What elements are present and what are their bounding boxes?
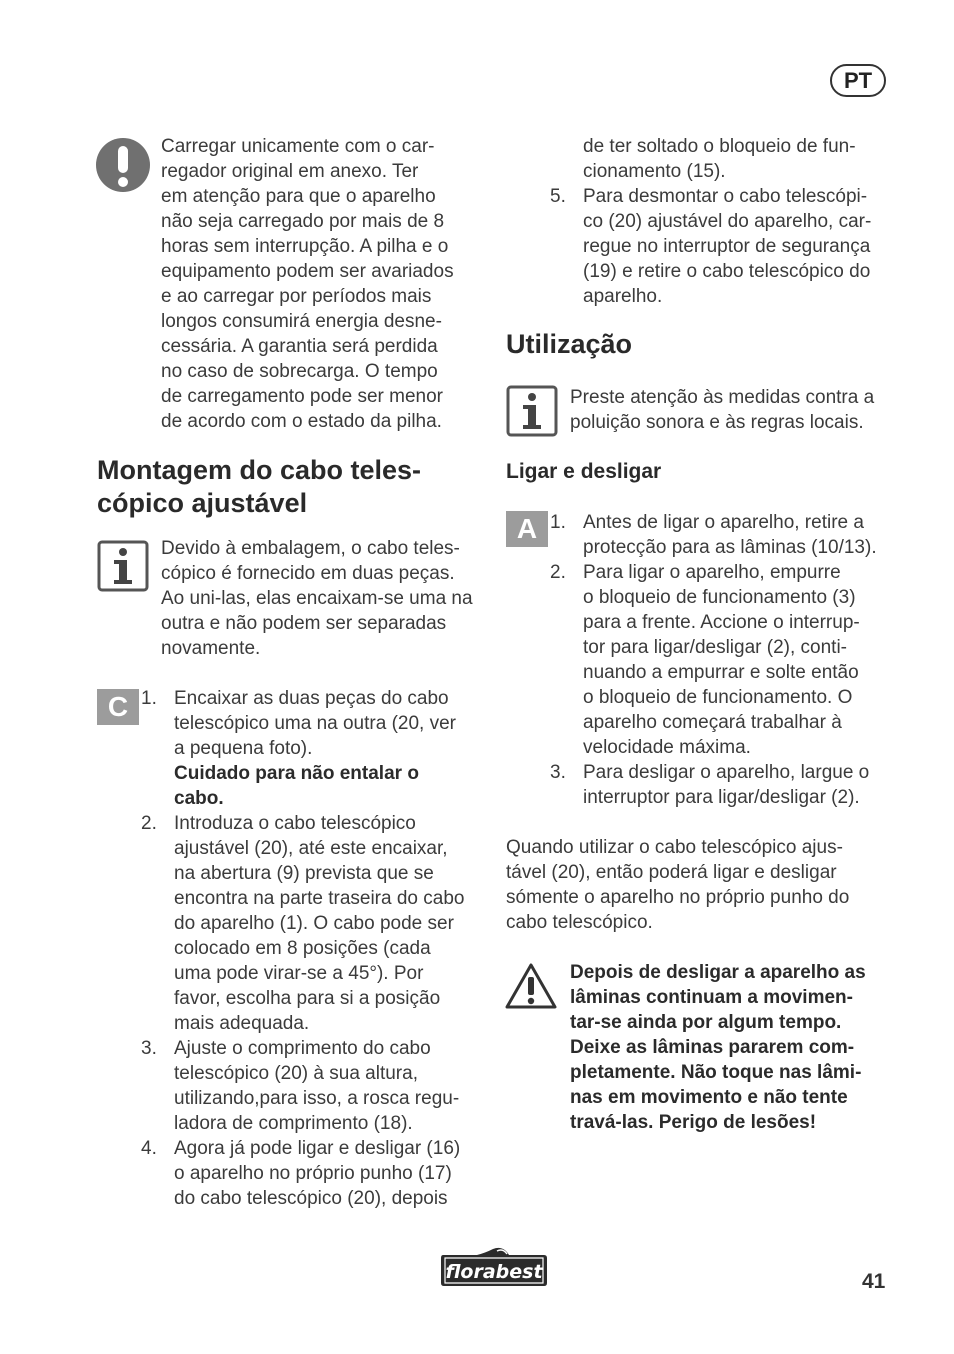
list-item: 3. Ajuste o comprimento do cabo telescópico (20) à sua altura, utilizando,para isso, a rosca regu- ladora de comprimento (18).: [141, 1038, 460, 1134]
florabest-logo: [437, 1243, 551, 1289]
warning-note: Depois de desligar a aparelho as lâminas continuam a movimen- tar-se ainda por algum tempo. Deixe as lâminas pararem com- pletamente. Não toque nas lâmi- nas em movimento e não tente travá-las. Perigo de lesões!: [570, 962, 866, 1133]
telescopic-paragraph: Quando utilizar o cabo telescópico ajus- tável (20), então poderá ligar e desligar sómente o aparelho no próprio punho do cabo telescópico.: [506, 837, 850, 933]
list-item: 4. Agora já pode ligar e desligar (16) o aparelho no próprio punho (17) do cabo telescópico (20), depois: [141, 1138, 461, 1209]
figure-reference-c: C: [97, 689, 139, 725]
section-heading-montagem: Montagem do cabo teles- cópico ajustável: [97, 455, 422, 518]
section-heading-utilizacao: Utilização: [506, 329, 633, 359]
list-item: 1. Encaixar as duas peças do cabo telescópico uma na outra (20, ver a pequena foto). Cuidado para não entalar o cabo.: [141, 688, 456, 809]
list-item: 2. Para ligar o aparelho, empurre o bloqueio de funcionamento (3) para a frente. Accione o interrup- tor para ligar/desligar (2), conti- nuando a empurrar e solte então o bloqueio de funcionamento. O aparelho começará trabalhar à velocidade máxima.: [550, 562, 860, 758]
figure-reference-a: A: [506, 511, 548, 547]
list-item: 5. Para desmontar o cabo telescópi- co (20) ajustável do aparelho, car- regue no interruptor de segurança (19) e retire o cabo telescópico do aparelho.: [550, 186, 872, 307]
step-4-continuation: de ter soltado o bloqueio de fun- cionamento (15).: [583, 136, 856, 182]
charge-note: Carregar unicamente com o car- regador original em anexo. Ter em atenção para que o aparelho não seja carregado por mais de 8 horas sem interrupção. A pilha e o equipamento podem ser avariados e ao carregar por períodos mais longos consumirá energia desne- cessária. A garantia será perdida no caso de sobrecarga. O tempo de carregamento pode ser menor de acordo com o estado da pilha.: [161, 136, 454, 432]
list-item: 2. Introduza o cabo telescópico ajustável (20), até este encaixar, na abertura (9) prevista que se encontra na parte traseira do cabo do aparelho (1). O cabo pode ser colocado em 8 posições (cada uma pode virar-se a 45°). Por favor, escolha para si a posição mais adequada.: [141, 813, 465, 1034]
exclamation-icon: [96, 137, 150, 193]
list-item: 1. Antes de ligar o aparelho, retire a protecção para as lâminas (10/13).: [550, 512, 877, 558]
warning-triangle-icon: [505, 962, 557, 1010]
montagem-steps: [141, 686, 491, 1211]
info-icon: [97, 540, 149, 592]
page-number: 41: [862, 1270, 886, 1293]
brand-name: florabest: [445, 1261, 543, 1283]
ligar-steps: [550, 510, 904, 810]
subheading-ligar-desligar: Ligar e desligar: [506, 460, 662, 483]
list-item: 3. Para desligar o aparelho, largue o interruptor para ligar/desligar (2).: [550, 762, 870, 808]
info-note-utilizacao: Preste atenção às medidas contra a poluição sonora e às regras locais.: [570, 387, 875, 433]
language-badge: PT: [830, 64, 886, 97]
info-icon: [506, 385, 558, 437]
info-note-montagem: Devido à embalagem, o cabo teles- cópico é fornecido em duas peças. Ao uni-las, elas encaixam-se uma na outra e não podem ser separadas novamente.: [161, 538, 473, 659]
montagem-step-5: [550, 184, 904, 309]
